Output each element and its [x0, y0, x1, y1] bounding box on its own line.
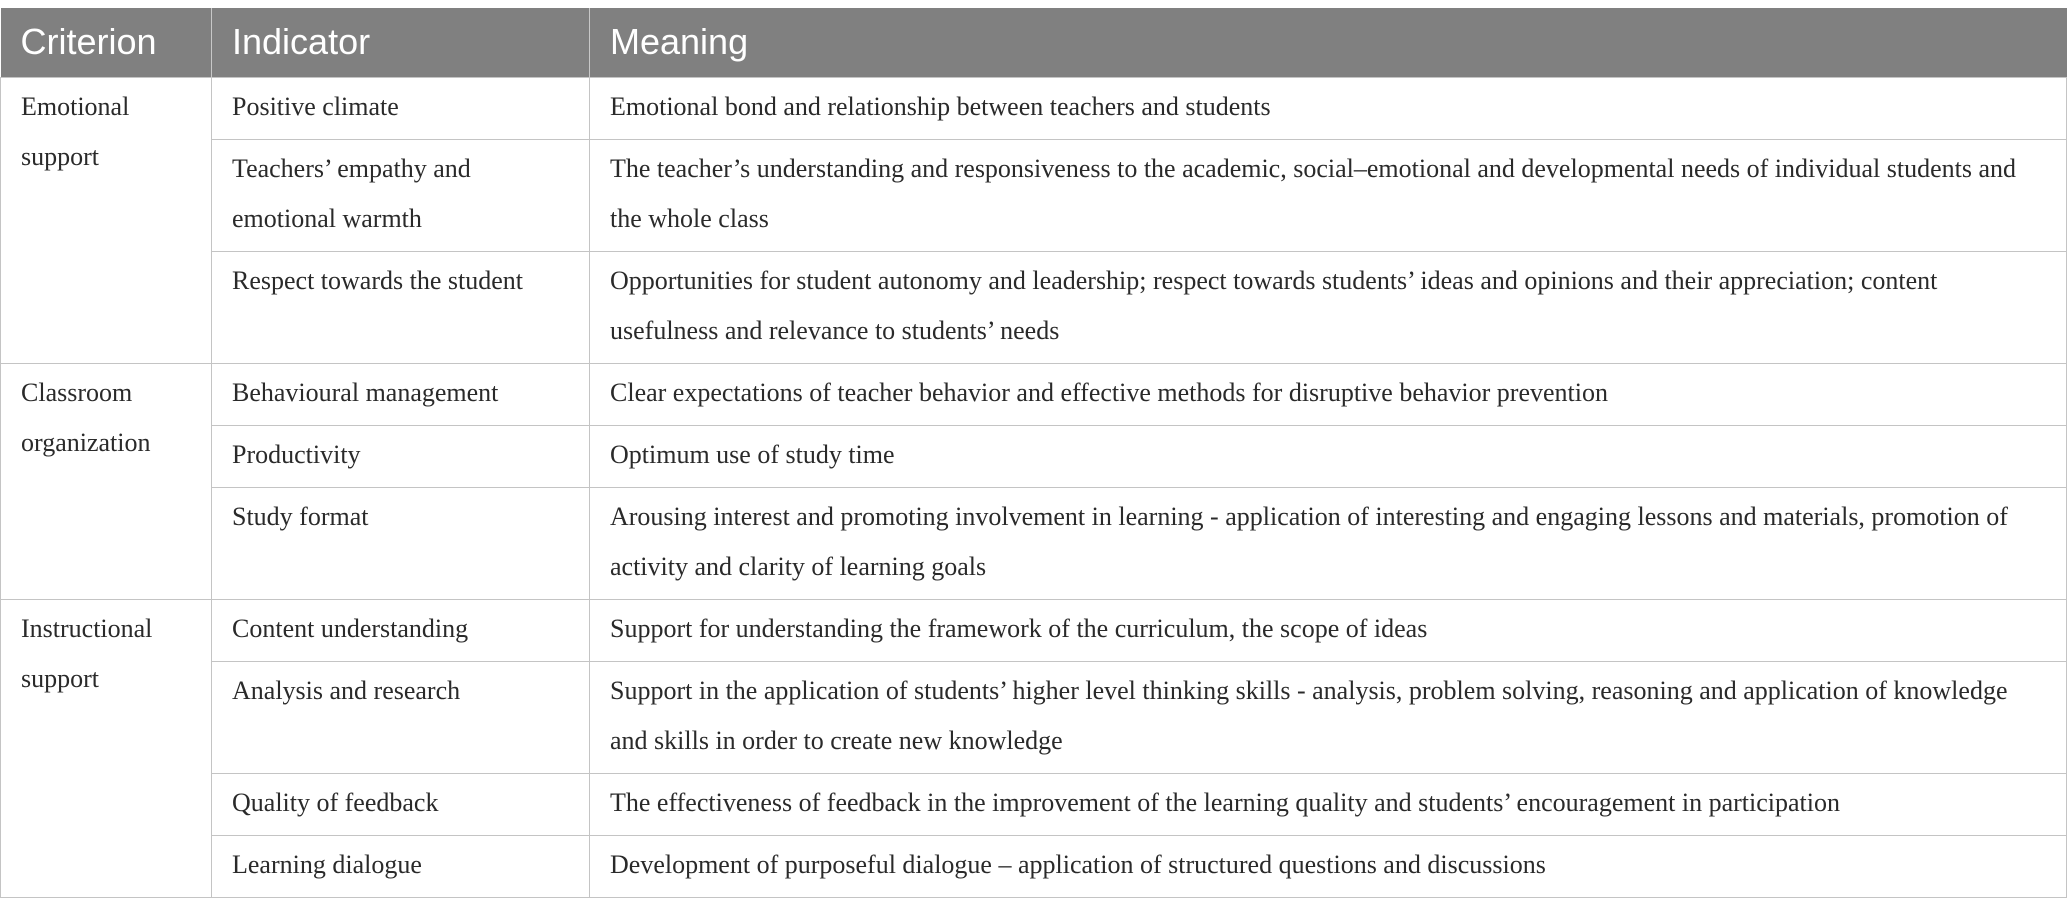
indicator-cell: Quality of feedback	[212, 773, 590, 835]
table-body	[1, 77, 2067, 897]
meaning-cell: Clear expectations of teacher behavior and effective methods for disruptive behavior prevention	[590, 363, 2067, 425]
header-row	[1, 8, 2067, 77]
header-indicator: Indicator	[212, 8, 590, 77]
table-row	[1, 661, 2067, 773]
table-row	[1, 363, 2067, 425]
indicator-cell: Behavioural management	[212, 363, 590, 425]
meaning-cell: Development of purposeful dialogue – application of structured questions and discussions	[590, 835, 2067, 897]
indicator-cell: Respect towards the student	[212, 251, 590, 363]
meaning-cell: Optimum use of study time	[590, 425, 2067, 487]
indicator-cell: Content understanding	[212, 599, 590, 661]
table-row	[1, 773, 2067, 835]
meaning-cell: Arousing interest and promoting involvement in learning - application of interesting and engaging lessons and materials, promotion of activity and clarity of learning goals	[590, 487, 2067, 599]
criterion-cell: Emotional support	[1, 77, 212, 363]
indicator-cell: Study format	[212, 487, 590, 599]
indicator-cell: Learning dialogue	[212, 835, 590, 897]
indicator-cell: Positive climate	[212, 77, 590, 139]
criterion-cell: Instructional support	[1, 599, 212, 897]
meaning-cell: Support for understanding the framework of the curriculum, the scope of ideas	[590, 599, 2067, 661]
table-row	[1, 251, 2067, 363]
table-row	[1, 425, 2067, 487]
header-criterion: Criterion	[1, 8, 212, 77]
table-row	[1, 487, 2067, 599]
indicator-cell: Teachers’ empathy and emotional warmth	[212, 139, 590, 251]
meaning-cell: Opportunities for student autonomy and leadership; respect towards students’ ideas and opinions and their appreciation; content usefulness and relevance to students’ needs	[590, 251, 2067, 363]
criteria-table	[0, 8, 2067, 898]
meaning-cell: Emotional bond and relationship between teachers and students	[590, 77, 2067, 139]
indicator-cell: Analysis and research	[212, 661, 590, 773]
table-container	[0, 8, 2067, 898]
meaning-cell: The effectiveness of feedback in the improvement of the learning quality and students’ encouragement in participation	[590, 773, 2067, 835]
table-row	[1, 599, 2067, 661]
meaning-cell: The teacher’s understanding and responsiveness to the academic, social–emotional and developmental needs of individual students and the whole class	[590, 139, 2067, 251]
table-header	[1, 8, 2067, 77]
table-row	[1, 139, 2067, 251]
table-row	[1, 77, 2067, 139]
table-row	[1, 835, 2067, 897]
header-meaning: Meaning	[590, 8, 2067, 77]
meaning-cell: Support in the application of students’ higher level thinking skills - analysis, problem solving, reasoning and application of knowledge and skills in order to create new knowledge	[590, 661, 2067, 773]
criterion-cell: Classroom organization	[1, 363, 212, 599]
indicator-cell: Productivity	[212, 425, 590, 487]
